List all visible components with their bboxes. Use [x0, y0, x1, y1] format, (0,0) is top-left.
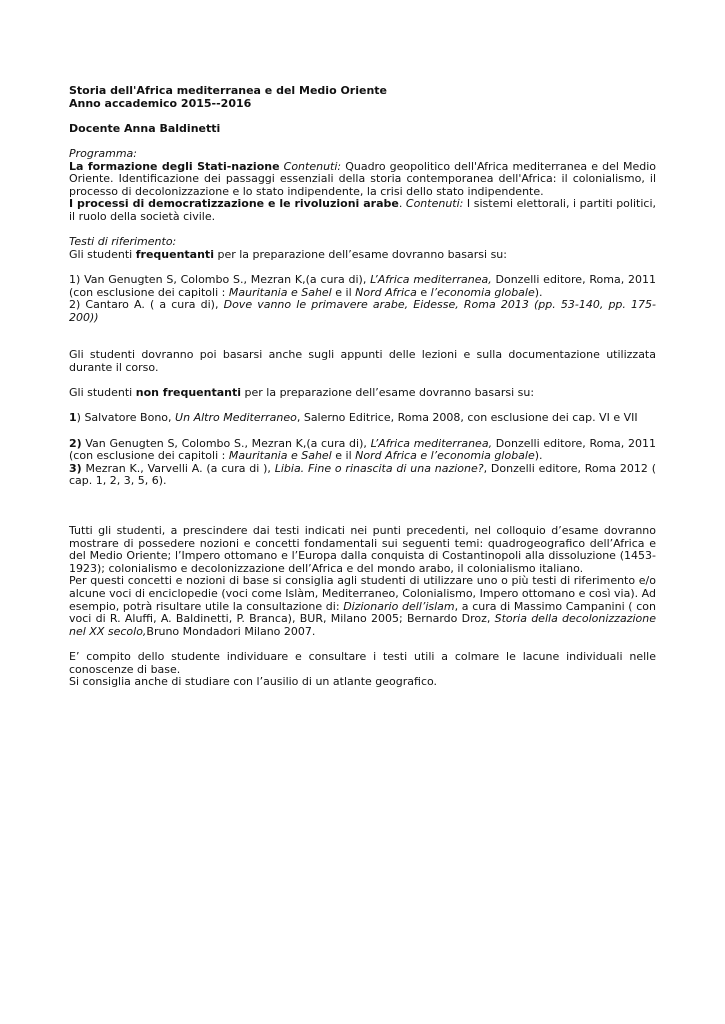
concetti-paragraph-2: Per questi concetti e nozioni di base si consiglia agli studenti di utilizzare uno o più testi di riferimento e/o alcune voci di enciclopedie (voci come Islàm, Mediterraneo, Colonialismo, Impero ottomano e così via). Ad esempio, potrà risultare utile la consultazione di: Dizionario dell’islam, a cura di Massimo Campanini ( con voci di R. Aluffi, A. Baldinetti, P. Branca), BUR, Milano 2005; Bernardo Droz, Storia della decolonizzazione nel XX secolo,Bruno Mondadori Milano 2007. [69, 574, 657, 638]
teacher-name: Docente Anna Baldinetti [69, 121, 221, 135]
testi-label: Testi di riferimento: [69, 235, 177, 249]
topic-2-contents-label: Contenuti: [405, 197, 464, 211]
non-frequentanti-intro: Gli studenti non frequentanti per la preparazione dell’esame dovranno basarsi su: [69, 386, 535, 400]
concetti-paragraph-1: Tutti gli studenti, a prescindere dai testi indicati nei punti precedenti, nel colloquio d’esame dovranno mostrare di possedere nozioni e concetti fondamentali sui seguenti temi: quadrogeografico dell’Africa e del Medio Oriente; l’Impero ottomano e l’Europa dalla conquista di Costantinopoli alla dissoluzione (1453-1923); colonialismo e decolonizzazione dell’Africa e del mondo arabo, il colonialismo italiano. [69, 524, 656, 575]
frequentanti-note: Gli studenti dovranno poi basarsi anche sugli appunti delle lezioni e sulla documentazione utilizzata durante il corso. [69, 348, 656, 375]
non-frequentanti-ref-3: 3) Mezran K., Varvelli A. (a cura di ), Libia. Fine o rinascita di una nazione?, Donzelli editore, Roma 2012 ( cap. 1, 2, 3, 5, 6). [69, 461, 656, 488]
footer-paragraph-2: Si consiglia anche di studiare con l’ausilio di un atlante geografico. [69, 675, 438, 689]
topic-2-text: I sistemi elettorali, i partiti politici, il ruolo della società civile. [69, 197, 656, 223]
frequentanti-ref-1: 1) Van Genugten S, Colombo S., Mezran K,(a cura di), L’Africa mediterranea, Donzelli editore, Roma, 2011 (con esclusione dei capitoli : Mauritania e Sahel e il Nord Africa e l’economia globale). [69, 272, 656, 299]
programma-topic-1 [69, 161, 656, 199]
frequentanti-ref-2: 2) Cantaro A. ( a cura di), Dove vanno le primavere arabe, Eidesse, Roma 2013 (pp. 53-140, pp. 175-200)) [69, 298, 656, 324]
non-frequentanti-ref-2: 2) Van Genugten S, Colombo S., Mezran K,(a cura di), L’Africa mediterranea, Donzelli editore, Roma, 2011 (con esclusione dei capitoli : Mauritania e Sahel e il Nord Africa e l’economia globale). [69, 436, 656, 463]
footer-paragraph-1: E’ compito dello studente individuare e consultare i testi utili a colmare le lacune individuali nelle conoscenze di base. [69, 649, 656, 676]
programma-topic-2: I processi di democratizzazione e le rivoluzioni arabe. Contenuti: I sistemi elettorali, i partiti politici, il ruolo della società civile. [69, 197, 656, 223]
course-title: Storia dell'Africa mediterranea e del Medio Oriente [69, 84, 388, 97]
frequentanti-intro: Gli studenti frequentanti per la preparazione dell’esame dovranno basarsi su: [69, 247, 507, 261]
programma-label: Programma: [69, 146, 138, 160]
topic-1-text: Quadro geopolitico dell'Africa mediterranea e del Medio Oriente. Identificazione dei passaggi essenziali della storia contemporanea dell'Africa: il colonialismo, il processo di decolonizzazione e lo stato indipendente, la crisi dello stato indipendente. [69, 159, 656, 198]
academic-year: Anno accademico 2015--2016 [69, 96, 252, 110]
topic-2-title: I processi di democratizzazione e le rivoluzioni arabe [69, 197, 399, 211]
non-frequentanti-ref-1: 1) Salvatore Bono, Un Altro Mediterraneo, Salerno Editrice, Roma 2008, con esclusione dei cap. VI e VII [69, 411, 638, 425]
document-page [69, 85, 656, 689]
topic-1-contents-label: Contenuti: [283, 159, 342, 173]
topic-1-title: La formazione degli Stati-nazione [69, 159, 280, 173]
